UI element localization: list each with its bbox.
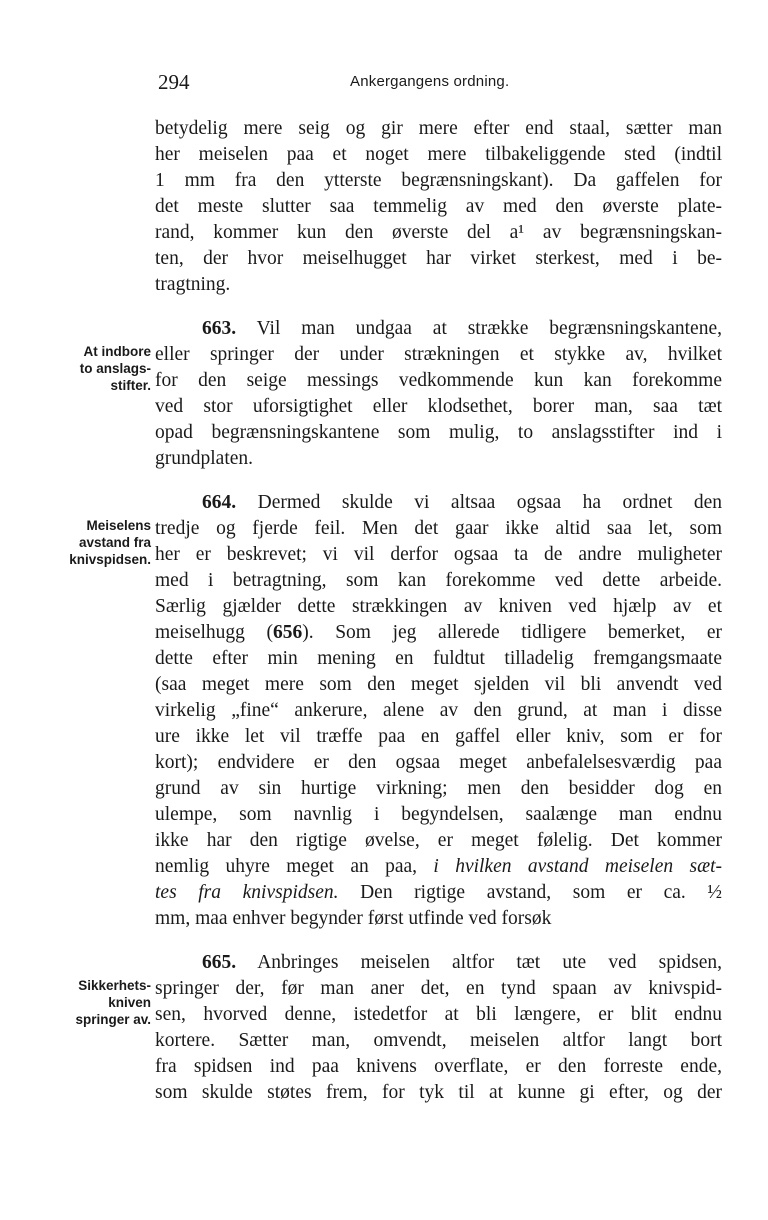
text-line	[155, 880, 722, 906]
text-line: tragtning.	[155, 274, 231, 295]
paragraph-number: 665.	[202, 952, 237, 973]
text-line: betydelig mere seig og gir mere efter end staal, sætter man	[155, 118, 722, 139]
margin-note-line: Sikkerhets-	[78, 978, 151, 993]
margin-note-line: Meiselens	[86, 518, 151, 533]
text-span: nemlig uhyre meget an paa,	[155, 856, 418, 877]
text-line: dette efter min mening en fuldtut tilladelig fremgangsmaate	[155, 648, 722, 669]
page-number: 294	[158, 70, 190, 94]
text-span: Vil man undgaa at strække begrænsningskantene,	[256, 318, 722, 339]
text-line	[202, 950, 722, 976]
margin-note	[69, 517, 151, 568]
text-line	[202, 316, 722, 342]
margin-note-line: avstand fra	[78, 535, 151, 550]
text-span: meiselhugg (	[155, 622, 273, 643]
text-line: Særlig gjælder dette strækkingen av kniven ved hjælp av et	[155, 596, 722, 617]
text-line: opad begrænsningskantene som mulig, to anslagsstifter ind i	[155, 422, 722, 443]
emphasis-text: tes fra knivspidsen.	[155, 882, 339, 903]
text-line: ulempe, som navnlig i begyndelsen, saalænge man endnu	[155, 804, 722, 825]
text-line: sen, hvorved denne, istedetfor at bli længere, er blit endnu	[155, 1004, 722, 1025]
margin-note-line: stifter.	[110, 378, 151, 393]
text-span: Anbringes meiselen altfor tæt ute ved spidsen,	[257, 952, 722, 973]
text-span: Den rigtige avstand, som er ca. ½	[360, 882, 723, 903]
text-line: (saa meget mere som den meget sjelden vil bli anvendt ved	[155, 674, 722, 695]
text-line: her meiselen paa et noget mere tilbakeliggende sted (indtil	[155, 144, 722, 165]
text-line: rand, kommer kun den øverste del a¹ av begrænsningskan-	[155, 222, 722, 243]
text-line: grund av sin hurtige virkning; men den besidder dog en	[155, 778, 722, 799]
text-line: ure ikke let vil træffe paa en gaffel eller kniv, som er for	[155, 726, 722, 747]
paragraph-number: 663.	[202, 318, 237, 339]
text-line: det meste slutter saa temmelig av med den øverste plate-	[155, 196, 722, 217]
running-title: Ankergangens ordning.	[350, 73, 510, 90]
margin-note	[75, 977, 151, 1028]
text-line: ved stor uforsigtighet eller klodsethet, borer man, saa tæt	[155, 396, 722, 417]
text-line	[202, 490, 722, 516]
text-line: springer der, før man aner det, en tynd spaan av knivspid-	[155, 978, 722, 999]
text-span: Dermed skulde vi altsaa ogsaa ha ordnet den	[257, 492, 722, 513]
text-line: kortere. Sætter man, omvendt, meiselen altfor langt bort	[155, 1030, 722, 1051]
text-line: virkelig „fine“ ankerure, alene av den grund, at man i disse	[155, 700, 722, 721]
text-line: kort); endvidere er den ogsaa meget anbefalelsesværdig paa	[155, 752, 722, 773]
text-line: ten, der hvor meiselhugget har virket sterkest, med i be-	[155, 248, 722, 269]
cross-reference: 656	[273, 622, 303, 643]
margin-note-line: springer av.	[75, 1012, 151, 1027]
text-line: eller springer der under strækningen et stykke av, hvilket	[155, 344, 722, 365]
paragraph-number: 664.	[202, 492, 237, 513]
text-span: ). Som jeg allerede tidligere bemerket, er	[302, 622, 722, 643]
margin-note-line: kniven	[108, 995, 151, 1010]
text-line: her er beskrevet; vi vil derfor ogsaa ta de andre muligheter	[155, 544, 722, 565]
margin-note-line: At indbore	[83, 344, 151, 359]
margin-note-line: to anslags-	[79, 361, 151, 376]
text-line: ikke har den rigtige øvelse, er meget følelig. Det kommer	[155, 830, 722, 851]
text-line: for den seige messings vedkommende kun kan forekomme	[155, 370, 722, 391]
emphasis-text: i hvilken avstand meiselen sæt-	[433, 856, 722, 877]
text-line: mm, maa enhver begynder først utfinde ved forsøk	[155, 908, 552, 929]
text-line: med i betragtning, som kan forekomme ved dette arbeide.	[155, 570, 722, 591]
margin-note	[80, 343, 151, 394]
text-line: som skulde støtes frem, for tyk til at kunne gi efter, og der	[155, 1082, 722, 1103]
margin-note-line: knivspidsen.	[69, 552, 151, 567]
text-line: 1 mm fra den ytterste begrænsningskant). Da gaffelen for	[155, 170, 722, 191]
text-line	[155, 620, 722, 646]
text-line	[155, 854, 722, 880]
text-line: grundplaten.	[155, 448, 254, 469]
text-line: fra spidsen ind paa knivens overflate, er den forreste ende,	[155, 1056, 722, 1077]
text-line: tredje og fjerde feil. Men det gaar ikke altid saa let, som	[155, 518, 722, 539]
